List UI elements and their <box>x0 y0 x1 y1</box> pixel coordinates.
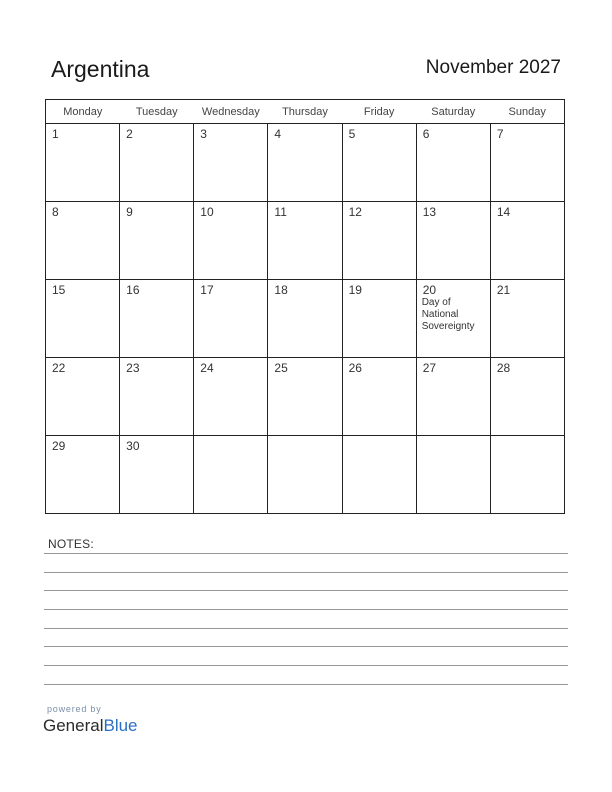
day-number: 23 <box>126 361 140 375</box>
powered-by-text: powered by <box>47 704 102 714</box>
empty-day-cell <box>342 436 416 514</box>
day-number: 24 <box>200 361 214 375</box>
weekday-header: Monday <box>46 100 120 124</box>
notes-line <box>44 684 568 685</box>
brand-name-blue: Blue <box>103 716 138 735</box>
brand-name-general: General <box>43 716 104 735</box>
day-cell <box>46 124 120 202</box>
weekday-header-row <box>46 100 565 124</box>
week-row <box>46 280 565 358</box>
day-number: 30 <box>126 439 140 453</box>
weekday-header: Wednesday <box>194 100 268 124</box>
day-number: 6 <box>422 127 430 141</box>
day-cell <box>342 202 416 280</box>
notes-line <box>44 646 568 647</box>
day-number: 25 <box>274 361 288 375</box>
day-cell <box>490 124 564 202</box>
holiday-label: National <box>421 309 459 320</box>
day-number: 1 <box>52 127 59 141</box>
day-cell <box>268 124 342 202</box>
day-cell <box>268 280 342 358</box>
day-cell <box>46 436 120 514</box>
day-number: 4 <box>274 127 282 141</box>
empty-day-cell <box>194 436 268 514</box>
weekday-header: Tuesday <box>120 100 194 124</box>
day-number <box>268 436 341 439</box>
day-number: 5 <box>348 127 356 141</box>
day-number: 9 <box>126 205 133 219</box>
day-number <box>491 436 564 439</box>
country-title: Argentina <box>51 56 150 82</box>
day-cell <box>194 280 268 358</box>
notes-label: NOTES: <box>48 537 94 551</box>
day-number <box>194 436 267 439</box>
day-cell <box>490 280 564 358</box>
holiday-label: Day of <box>421 297 451 308</box>
weekday-header: Thursday <box>268 100 342 124</box>
day-number: 17 <box>200 283 214 297</box>
day-cell <box>194 202 268 280</box>
day-number: 15 <box>52 283 66 297</box>
day-number: 22 <box>52 361 66 375</box>
notes-line <box>44 665 568 666</box>
week-row <box>46 202 565 280</box>
day-number: 12 <box>348 205 362 219</box>
day-cell <box>194 358 268 436</box>
day-cell <box>46 280 120 358</box>
weekday-header: Friday <box>342 100 416 124</box>
day-cell <box>120 202 194 280</box>
weekday-header: Sunday <box>490 100 564 124</box>
day-cell <box>416 124 490 202</box>
week-row <box>46 358 565 436</box>
day-number: 13 <box>422 205 437 219</box>
week-row <box>46 436 565 514</box>
day-number: 19 <box>348 283 362 297</box>
day-number: 20 <box>422 283 437 297</box>
day-cell <box>490 202 564 280</box>
day-cell <box>268 202 342 280</box>
notes-line <box>44 590 568 591</box>
day-number: 27 <box>422 361 437 375</box>
empty-day-cell <box>268 436 342 514</box>
day-cell <box>490 358 564 436</box>
day-number: 8 <box>52 205 59 219</box>
day-cell <box>120 124 194 202</box>
day-number: 18 <box>274 283 288 297</box>
notes-line <box>44 609 568 610</box>
day-number: 29 <box>52 439 66 453</box>
month-year-title: November 2027 <box>425 57 561 78</box>
day-number: 28 <box>496 361 511 375</box>
notes-line <box>44 628 568 629</box>
day-cell <box>416 358 490 436</box>
day-cell <box>46 358 120 436</box>
day-cell <box>120 436 194 514</box>
day-cell <box>120 358 194 436</box>
day-cell <box>46 202 120 280</box>
holiday-label: Sovereignty <box>421 321 475 332</box>
day-number <box>417 436 490 439</box>
day-number: 10 <box>200 205 214 219</box>
holiday-day-cell <box>416 280 490 358</box>
empty-day-cell <box>416 436 490 514</box>
day-number: 11 <box>274 205 287 219</box>
calendar-grid <box>45 99 565 514</box>
day-cell <box>342 124 416 202</box>
day-cell <box>120 280 194 358</box>
day-number: 2 <box>126 127 133 141</box>
notes-line <box>44 553 568 554</box>
day-number: 16 <box>126 283 140 297</box>
day-cell <box>194 124 268 202</box>
brand-logo[interactable] <box>43 716 138 736</box>
day-cell <box>268 358 342 436</box>
day-cell <box>342 280 416 358</box>
day-cell <box>416 202 490 280</box>
empty-day-cell <box>490 436 564 514</box>
weekday-header: Saturday <box>416 100 490 124</box>
day-number: 26 <box>348 361 362 375</box>
day-cell <box>342 358 416 436</box>
day-number: 3 <box>200 127 207 141</box>
day-number <box>343 436 416 439</box>
day-number: 21 <box>496 283 511 297</box>
week-row <box>46 124 565 202</box>
day-number: 14 <box>496 205 511 219</box>
day-number: 7 <box>496 127 504 141</box>
notes-line <box>44 572 568 573</box>
